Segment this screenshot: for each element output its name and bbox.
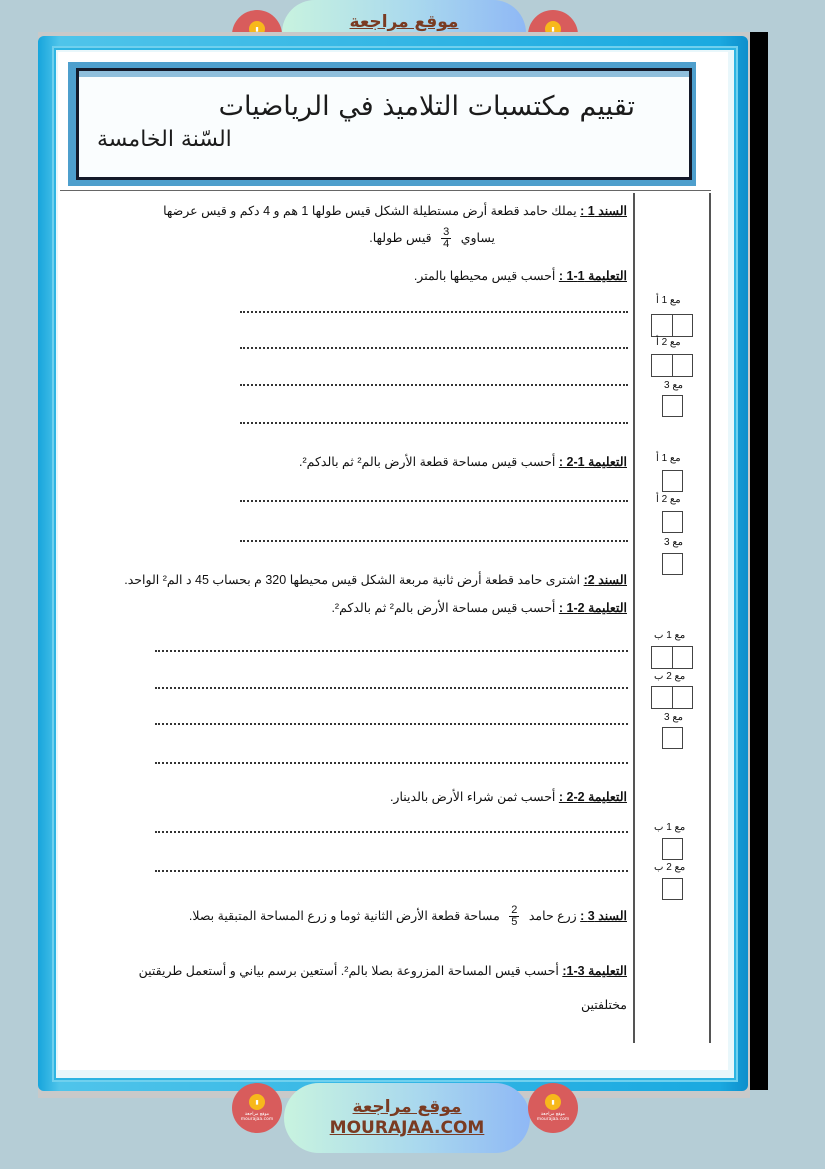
answer-line[interactable]: [155, 723, 628, 725]
book-logo-icon: ▮: [249, 1094, 265, 1110]
score-box[interactable]: [662, 395, 683, 417]
instruction-2-2: [390, 789, 627, 804]
section-1-label: السند 1 :: [580, 204, 627, 218]
instruction-3-1: [139, 963, 627, 978]
instruction-1-1: [414, 268, 627, 283]
answer-line[interactable]: [240, 311, 628, 313]
section-2-label: السند 2:: [583, 573, 627, 587]
instruction-3-1-line-2: مختلفتين: [580, 998, 627, 1012]
watermark-arabic: موقع مراجعة: [352, 1097, 462, 1117]
badge-text: موقع مراجعة mourajaa.com: [240, 1112, 274, 1122]
instruction-1-2: [299, 454, 627, 469]
section-2-text: اشترى حامد قطعة أرض ثانية مربعة الشكل قيس محيطها 320 م بحساب 45 د الم² الواحد.: [124, 573, 581, 587]
section-1-text-post: قيس طولها.: [369, 230, 432, 245]
watermark-badge-right: [528, 1083, 578, 1133]
criterion-label: مع 2 ب: [654, 862, 686, 873]
fraction-2-5: [509, 905, 519, 928]
book-logo-icon: ▮: [545, 21, 561, 37]
score-box[interactable]: [662, 511, 683, 533]
section-1-text: يملك حامد قطعة أرض مستطيلة الشكل قيس طولها 1 هم و 4 دكم و قيس عرضها: [163, 204, 577, 218]
section-1-text-pre: يساوي: [460, 230, 495, 245]
divider-top: [60, 190, 711, 191]
fraction-denominator: 5: [511, 916, 518, 928]
page-title: تقييم مكتسبات التلاميذ في الرياضيات: [218, 91, 635, 122]
fraction-numerator: 3: [443, 226, 450, 238]
section-3-text-pre: زرع حامد: [528, 908, 577, 923]
instruction-1-2-text: أحسب قيس مساحة قطعة الأرض بالم² ثم بالدكم².: [299, 455, 556, 469]
page-subtitle: السّنة الخامسة: [97, 127, 232, 152]
instruction-2-1: [331, 600, 627, 615]
criteria-column-divider: [633, 193, 635, 1043]
score-box[interactable]: [662, 553, 683, 575]
instruction-2-1-text: أحسب قيس مساحة الأرض بالم² ثم بالدكم².: [331, 601, 556, 615]
criterion-label: مع 2 أ: [656, 337, 681, 348]
criterion-label: مع 3: [664, 712, 684, 723]
fraction-denominator: 4: [443, 238, 450, 250]
score-box[interactable]: [662, 838, 683, 860]
instruction-2-2-label: التعليمة 2-2 :: [558, 790, 627, 804]
score-box-double[interactable]: [651, 314, 693, 337]
score-box-double[interactable]: [651, 646, 693, 669]
book-logo-icon: ▮: [249, 21, 265, 37]
page-shadow: [748, 32, 768, 1090]
section-3-label: السند 3 :: [580, 908, 627, 923]
score-box-double[interactable]: [651, 354, 693, 377]
answer-line[interactable]: [240, 347, 628, 349]
fraction-numerator: 2: [511, 904, 518, 916]
instruction-3-1-text: أحسب قيس المساحة المزروعة بصلا بالم². أستعين برسم بياني و أستعمل طريقتين: [138, 964, 559, 978]
fraction-3-4: [441, 227, 451, 250]
instruction-1-1-text: أحسب قيس محيطها بالمتر.: [413, 269, 556, 283]
instruction-3-1-label: التعليمة 3-1:: [562, 964, 627, 978]
answer-line[interactable]: [240, 384, 628, 386]
criterion-label: مع 1 ب: [654, 822, 686, 833]
score-box[interactable]: [662, 878, 683, 900]
instruction-2-1-label: التعليمة 2-1 :: [558, 601, 627, 615]
watermark-pill-bottom[interactable]: [284, 1083, 530, 1153]
watermark-arabic: موقع مراجعة: [349, 12, 459, 32]
criterion-label: مع 1 أ: [656, 453, 681, 464]
watermark-domain[interactable]: MOURAJAA.COM: [329, 1118, 485, 1138]
title-box: [76, 68, 692, 180]
instruction-1-2-label: التعليمة 1-2 :: [558, 455, 627, 469]
answer-line[interactable]: [155, 870, 628, 872]
answer-line[interactable]: [155, 831, 628, 833]
section-3-text-post: مساحة قطعة الأرض الثانية ثوما و زرع المساحة المتبقية بصلا.: [188, 908, 500, 923]
answer-line[interactable]: [155, 650, 628, 652]
answer-line[interactable]: [240, 500, 628, 502]
criterion-label: مع 3: [664, 380, 684, 391]
criterion-label: مع 2 ب: [654, 671, 686, 682]
answer-line[interactable]: [240, 540, 628, 542]
watermark-badge-left: [232, 1083, 282, 1133]
instruction-1-1-label: التعليمة 1-1 :: [558, 269, 627, 283]
answer-line[interactable]: [155, 762, 628, 764]
section-3-line-1: [189, 905, 627, 928]
instruction-2-2-text: أحسب ثمن شراء الأرض بالدينار.: [389, 790, 556, 804]
criterion-label: مع 1 ب: [654, 630, 686, 641]
section-1-line-2: [369, 227, 495, 250]
book-logo-icon: ▮: [545, 1094, 561, 1110]
criterion-label: مع 1 أ: [656, 295, 681, 306]
criterion-label: مع 3: [664, 537, 684, 548]
criterion-label: مع 2 أ: [656, 494, 681, 505]
criteria-column-border: [709, 193, 711, 1043]
answer-line[interactable]: [155, 687, 628, 689]
score-box[interactable]: [662, 470, 683, 492]
score-box[interactable]: [662, 727, 683, 749]
section-2-line-1: [124, 572, 627, 587]
score-box-double[interactable]: [651, 686, 693, 709]
badge-text: موقع مراجعة mourajaa.com: [536, 1112, 570, 1122]
answer-line[interactable]: [240, 422, 628, 424]
section-1-line-1: [163, 203, 627, 218]
